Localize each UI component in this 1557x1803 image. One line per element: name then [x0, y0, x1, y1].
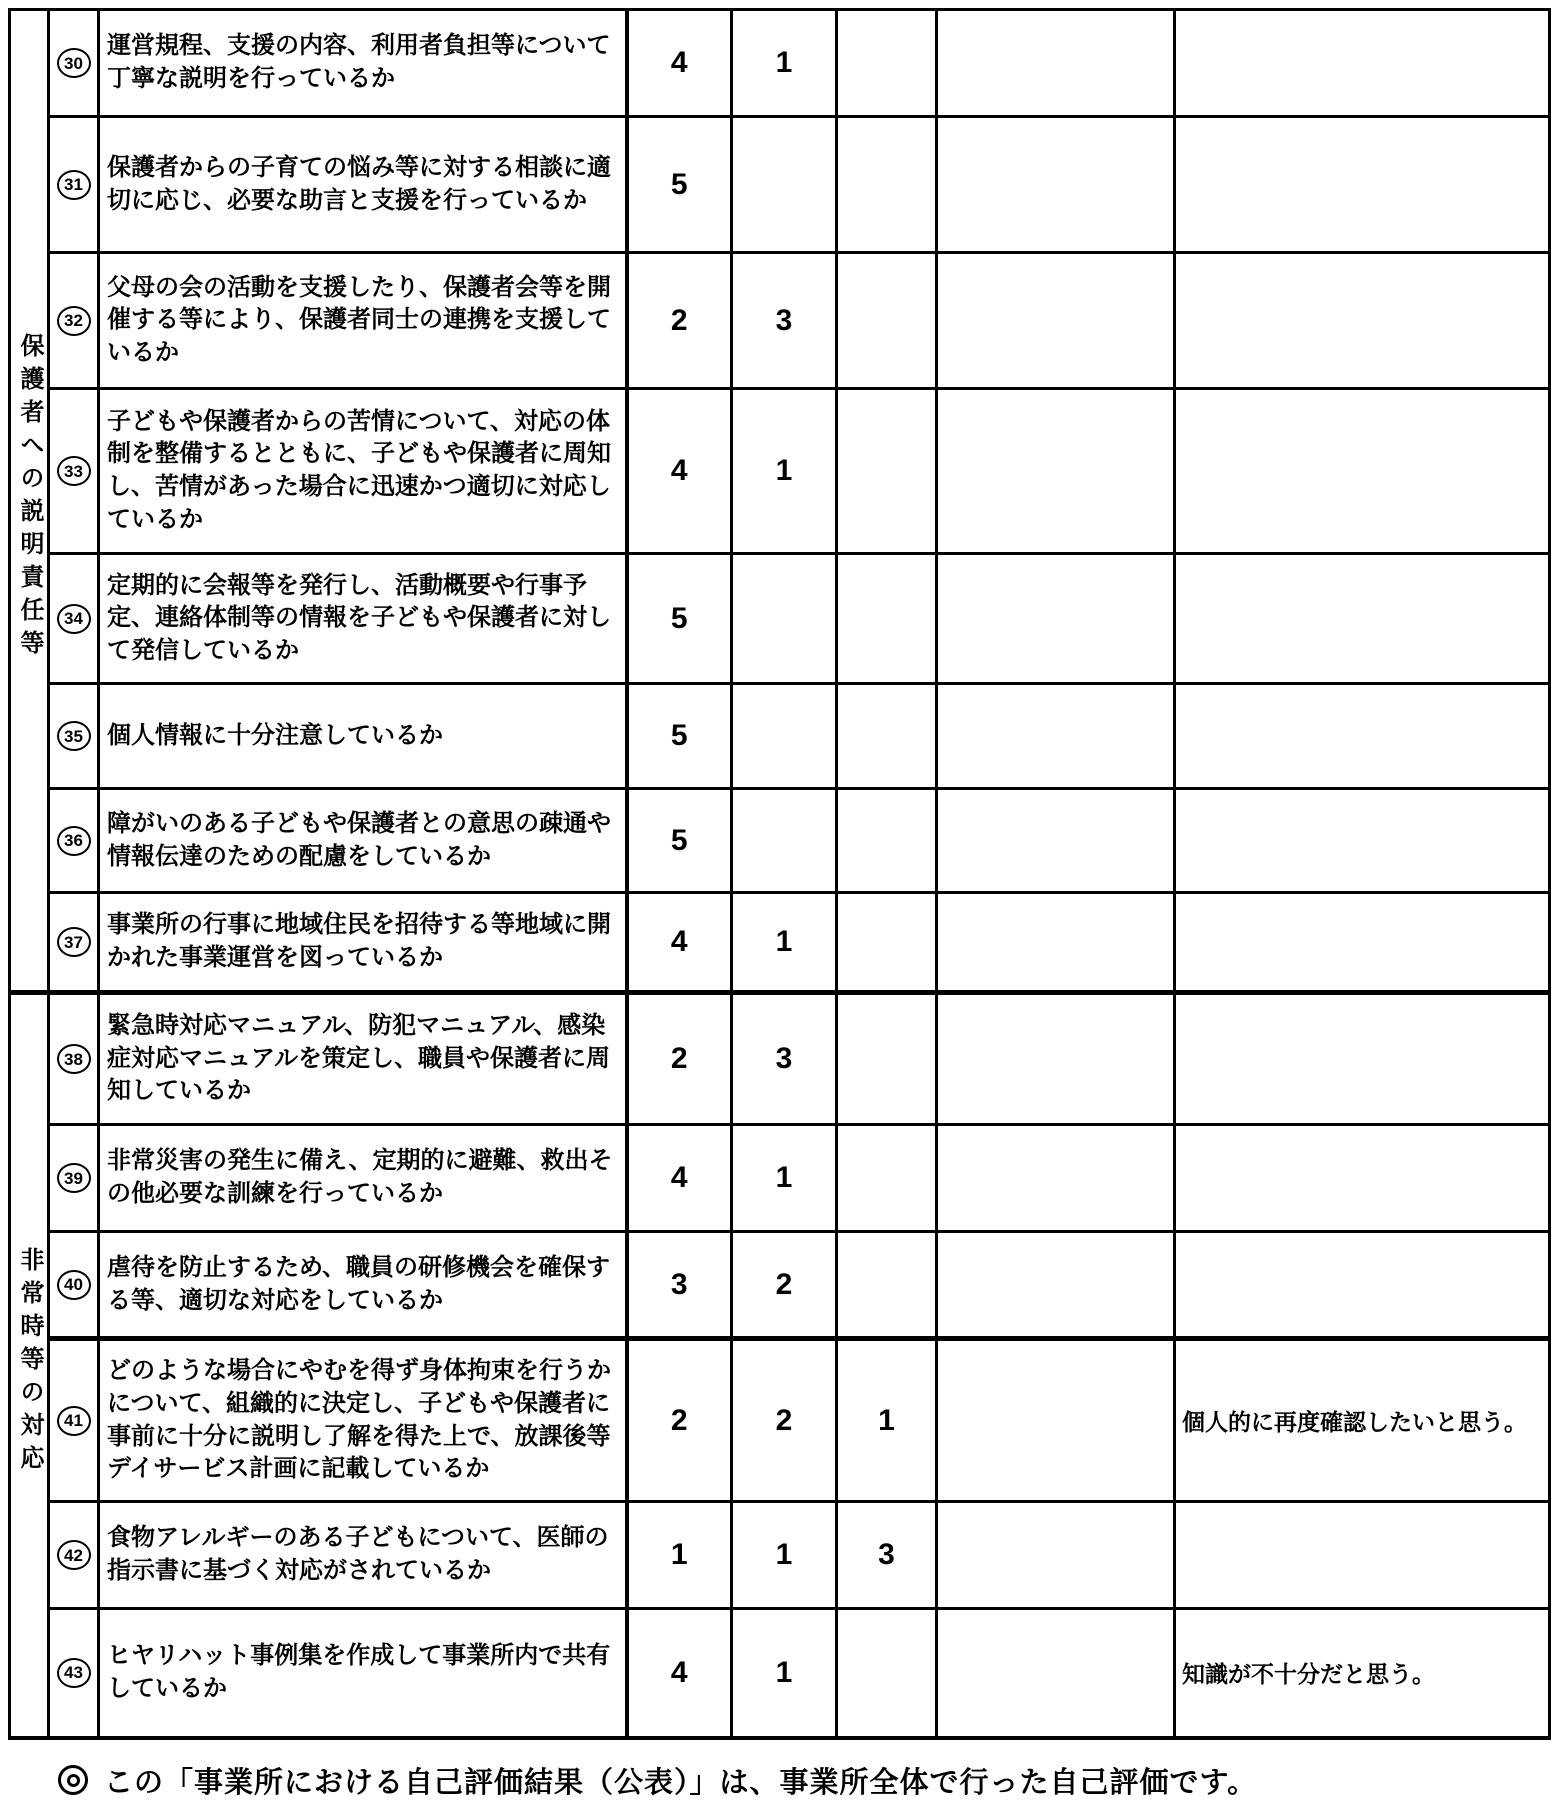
count-cell-1: 1: [627, 1502, 732, 1609]
question-cell: 非常災害の発生に備え、定期的に避難、救出その他必要な訓練を行っているか: [99, 1125, 627, 1232]
table-row: [10, 389, 1550, 554]
circled-number: 33: [57, 456, 91, 486]
count-cell-4: [937, 993, 1175, 1125]
count-cell-3: [837, 893, 937, 993]
circled-number: 34: [57, 604, 91, 634]
row-number-cell: [49, 789, 99, 893]
row-number-cell: [49, 1502, 99, 1609]
count-cell-4: [937, 10, 1175, 117]
row-number-cell: [49, 10, 99, 117]
comment-cell: [1175, 117, 1550, 253]
count-cell-1: 4: [627, 1609, 732, 1738]
comment-cell: [1175, 10, 1550, 117]
count-cell-4: [937, 893, 1175, 993]
comment-cell: [1175, 1125, 1550, 1232]
comment-cell: 個人的に再度確認したいと思う。: [1175, 1339, 1550, 1502]
row-number-cell: [49, 554, 99, 684]
count-cell-4: [937, 1232, 1175, 1339]
circled-number: 39: [57, 1163, 91, 1193]
evaluation-table: [8, 8, 1551, 1740]
table-row: [10, 554, 1550, 684]
count-cell-1: 5: [627, 117, 732, 253]
comment-cell: [1175, 253, 1550, 389]
question-cell: 子どもや保護者からの苦情について、対応の体制を整備するとともに、子どもや保護者に周知し、苦情があった場合に迅速かつ適切に対応しているか: [99, 389, 627, 554]
count-cell-2: [732, 117, 837, 253]
row-number-cell: [49, 684, 99, 789]
comment-cell: [1175, 789, 1550, 893]
question-cell: 緊急時対応マニュアル、防犯マニュアル、感染症対応マニュアルを策定し、職員や保護者に周知しているか: [99, 993, 627, 1125]
table-row: [10, 117, 1550, 253]
table-row: [10, 1339, 1550, 1502]
category-label: 非常時等の対応: [16, 1247, 43, 1479]
question-cell: ヒヤリハット事例集を作成して事業所内で共有しているか: [99, 1609, 627, 1738]
table-row: [10, 993, 1550, 1125]
count-cell-2: 1: [732, 1502, 837, 1609]
count-cell-3: [837, 1125, 937, 1232]
count-cell-1: 5: [627, 554, 732, 684]
count-cell-2: 3: [732, 993, 837, 1125]
table-row: [10, 1125, 1550, 1232]
count-cell-3: [837, 789, 937, 893]
count-cell-2: 3: [732, 253, 837, 389]
count-cell-4: [937, 1125, 1175, 1232]
table-row: [10, 1232, 1550, 1339]
count-cell-3: [837, 10, 937, 117]
count-cell-3: [837, 1609, 937, 1738]
count-cell-1: 4: [627, 893, 732, 993]
circled-number: 35: [57, 721, 91, 751]
question-cell: 障がいのある子どもや保護者との意思の疎通や情報伝達のための配慮をしているか: [99, 789, 627, 893]
count-cell-1: 5: [627, 789, 732, 893]
row-number-cell: [49, 1125, 99, 1232]
count-cell-4: [937, 554, 1175, 684]
count-cell-2: [732, 789, 837, 893]
count-cell-3: 1: [837, 1339, 937, 1502]
count-cell-1: 5: [627, 684, 732, 789]
count-cell-3: [837, 253, 937, 389]
circled-number: 32: [57, 306, 91, 336]
circled-number: 40: [57, 1270, 91, 1300]
row-number-cell: [49, 1609, 99, 1738]
circled-number: 31: [57, 170, 91, 200]
row-number-cell: [49, 253, 99, 389]
count-cell-3: [837, 117, 937, 253]
count-cell-1: 4: [627, 389, 732, 554]
count-cell-3: [837, 1232, 937, 1339]
footnote: [58, 1760, 1557, 1801]
category-cell: [10, 10, 49, 993]
table-row: [10, 253, 1550, 389]
count-cell-1: 2: [627, 1339, 732, 1502]
count-cell-1: 2: [627, 253, 732, 389]
count-cell-4: [937, 1502, 1175, 1609]
comment-cell: [1175, 1232, 1550, 1339]
count-cell-2: 1: [732, 1125, 837, 1232]
count-cell-1: 3: [627, 1232, 732, 1339]
table-row: [10, 893, 1550, 993]
row-number-cell: [49, 389, 99, 554]
question-cell: 個人情報に十分注意しているか: [99, 684, 627, 789]
circled-number: 42: [57, 1540, 91, 1570]
comment-cell: 知識が不十分だと思う。: [1175, 1609, 1550, 1738]
table-row: [10, 684, 1550, 789]
count-cell-3: [837, 993, 937, 1125]
count-cell-4: [937, 789, 1175, 893]
table-row: [10, 1609, 1550, 1738]
count-cell-3: [837, 389, 937, 554]
count-cell-4: [937, 117, 1175, 253]
comment-cell: [1175, 389, 1550, 554]
count-cell-1: 2: [627, 993, 732, 1125]
question-cell: どのような場合にやむを得ず身体拘束を行うかについて、組織的に決定し、子どもや保護者に事前に十分に説明し了解を得た上で、放課後等デイサービス計画に記載しているか: [99, 1339, 627, 1502]
question-cell: 運営規程、支援の内容、利用者負担等について丁寧な説明を行っているか: [99, 10, 627, 117]
count-cell-2: 1: [732, 10, 837, 117]
question-cell: 虐待を防止するため、職員の研修機会を確保する等、適切な対応をしているか: [99, 1232, 627, 1339]
circled-number: 30: [57, 48, 91, 78]
count-cell-2: 2: [732, 1339, 837, 1502]
count-cell-4: [937, 1609, 1175, 1738]
circled-number: 37: [57, 927, 91, 957]
count-cell-2: [732, 554, 837, 684]
question-cell: 父母の会の活動を支援したり、保護者会等を開催する等により、保護者同士の連携を支援しているか: [99, 253, 627, 389]
comment-cell: [1175, 1502, 1550, 1609]
table-row: [10, 789, 1550, 893]
count-cell-2: 2: [732, 1232, 837, 1339]
row-number-cell: [49, 993, 99, 1125]
count-cell-4: [937, 389, 1175, 554]
category-cell: [10, 993, 49, 1738]
comment-cell: [1175, 893, 1550, 993]
count-cell-1: 4: [627, 1125, 732, 1232]
question-cell: 事業所の行事に地域住民を招待する等地域に開かれた事業運営を図っているか: [99, 893, 627, 993]
category-label: 保護者への説明責任等: [16, 333, 43, 663]
table-row: [10, 10, 1550, 117]
count-cell-2: 1: [732, 1609, 837, 1738]
count-cell-2: 1: [732, 893, 837, 993]
circled-number: 43: [57, 1658, 91, 1688]
circled-number: 41: [57, 1406, 91, 1436]
double-circle-icon: [58, 1765, 88, 1795]
question-cell: 定期的に会報等を発行し、活動概要や行事予定、連絡体制等の情報を子どもや保護者に対して発信しているか: [99, 554, 627, 684]
count-cell-3: [837, 554, 937, 684]
row-number-cell: [49, 893, 99, 993]
count-cell-4: [937, 253, 1175, 389]
count-cell-4: [937, 684, 1175, 789]
count-cell-2: 1: [732, 389, 837, 554]
circled-number: 38: [57, 1044, 91, 1074]
question-cell: 保護者からの子育ての悩み等に対する相談に適切に応じ、必要な助言と支援を行っているか: [99, 117, 627, 253]
comment-cell: [1175, 554, 1550, 684]
count-cell-3: 3: [837, 1502, 937, 1609]
table-row: [10, 1502, 1550, 1609]
comment-cell: [1175, 684, 1550, 789]
count-cell-4: [937, 1339, 1175, 1502]
count-cell-2: [732, 684, 837, 789]
row-number-cell: [49, 1339, 99, 1502]
footnote-text: この「事業所における自己評価結果（公表）」は、事業所全体で行った自己評価です。: [104, 1766, 1258, 1799]
question-cell: 食物アレルギーのある子どもについて、医師の指示書に基づく対応がされているか: [99, 1502, 627, 1609]
circled-number: 36: [57, 826, 91, 856]
row-number-cell: [49, 1232, 99, 1339]
count-cell-3: [837, 684, 937, 789]
row-number-cell: [49, 117, 99, 253]
count-cell-1: 4: [627, 10, 732, 117]
comment-cell: [1175, 993, 1550, 1125]
